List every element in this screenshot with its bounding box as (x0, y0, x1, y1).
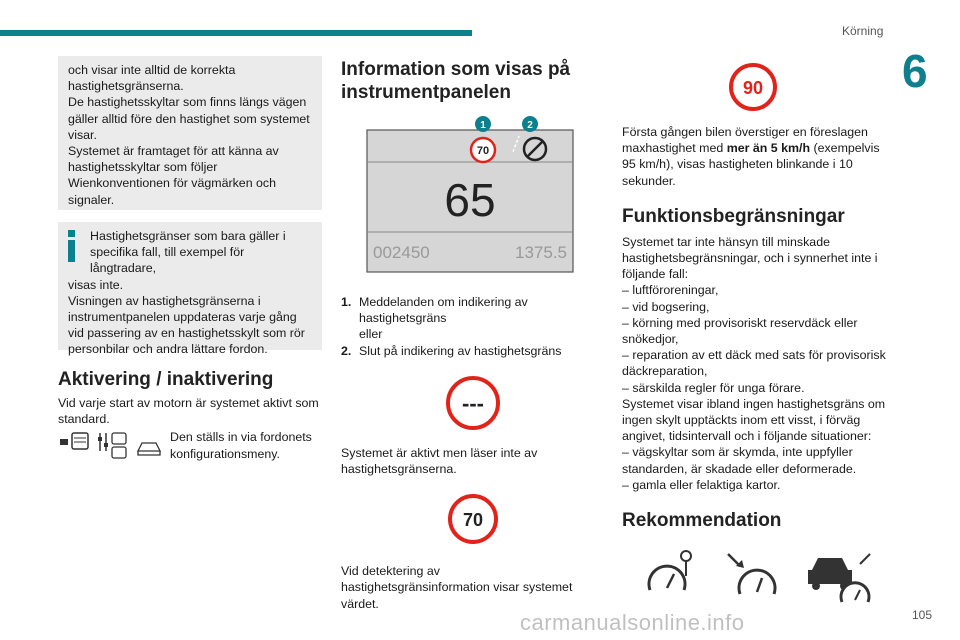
recommendation-icons (646, 550, 886, 606)
speedometer-arrow-icon (728, 554, 775, 594)
screen-icon (72, 433, 88, 449)
car-settings-icon (112, 433, 126, 444)
config-row (58, 429, 322, 469)
chapter-number: 6 (902, 45, 928, 97)
header-accent-bar (0, 30, 472, 36)
heading-limitations: Funktionsbegränsningar (622, 205, 845, 227)
callout-1-label: 1 (480, 120, 486, 131)
column-2 (341, 58, 591, 612)
info-box-continued: och visar inte alltid de korrekta hastighetsgränserna. De hastighetsskyltar som finns längs vägen gäller alltid före den hastighet som systemet visar. Systemet är framtaget för att känna av hastighetsskyltar som följer Wienkonventionen för vägmärken och signaler. (58, 56, 322, 210)
info-note-first: Hastighetsgränser som bara gäller i specifika fall, till exempel för långtradare, (90, 229, 286, 276)
config-menu-text: Den ställs in via fordonets konfigurationsmeny. (170, 430, 312, 461)
trip-meter: 1375.5 (515, 243, 567, 262)
instrument-panel-illustration (365, 116, 575, 276)
column-1 (58, 56, 322, 469)
current-speed: 65 (444, 174, 496, 226)
svg-text:90: 90 (742, 78, 764, 98)
speedometer-pin-icon (649, 551, 691, 590)
list-text: Slut på indikering av hastighetsgräns (359, 343, 562, 358)
car-icon (138, 443, 160, 455)
svg-text:70: 70 (462, 510, 484, 531)
text-exceed (622, 124, 886, 189)
heading-recommendation: Rekommendation (622, 510, 782, 532)
sign-no-reading-icon (443, 373, 503, 433)
text-active-not-reading: Systemet är aktivt men läser inte av hastighetsgränserna. (341, 445, 538, 477)
list-item (341, 343, 591, 359)
touch-icon (60, 439, 68, 445)
odometer: 002450 (373, 243, 430, 262)
info-box-note (58, 222, 322, 357)
info-note-rest: visas inte. Visningen av hastighetsgränserna i instrumentpanelen uppdateras varje gång vid passering av en hastighetsskylt som rör personbilar och andra lättare fordon. (68, 277, 305, 357)
svg-text:---: --- (462, 390, 484, 416)
limitations-text: Systemet tar inte hänsyn till minskade hastighetsbegränsningar, och i synnerhet inte i följande fall: – luftföroreningar, – vid bogsering, – körning med provisoriskt reservdäck eller snökedjor, – reparation av ett däck med sats för provisorisk däckreparation, – särskilda regler för unga förare. Systemet visar ibland ingen hastighetsgräns om ingen skylt upptäckts inom ett visst, i förväg angivet, tidsintervall och i följande situationer: – vägskyltar som är skymda, inte uppfyller standarden, är skadade eller deformerade. – gamla eller felaktiga kartor. (622, 234, 886, 492)
sign-70-icon (445, 491, 501, 547)
text-exceed-b: (exempelvis 95 km/h), visas hastigheten blinkande i 10 sekunder. (622, 141, 880, 188)
text-exceed-bold: mer än 5 km/h (726, 141, 811, 156)
sign-90-icon (726, 60, 780, 114)
legend-list (341, 294, 591, 359)
car-speedometer-icon (808, 554, 870, 602)
info-button-icon (112, 447, 126, 458)
list-item (341, 294, 591, 343)
info-icon (68, 230, 75, 262)
list-number: 1. (341, 295, 352, 309)
activation-intro: Vid varje start av motorn är systemet aktivt som standard. (58, 396, 319, 427)
text-detected: Vid detektering av hastighetsgränsinformation visar systemet värdet. (341, 564, 573, 611)
list-text: Meddelanden om indikering av hastighetsgräns eller (359, 295, 528, 342)
watermark: carmanualsonline.info (520, 610, 745, 635)
heading-activation: Aktivering / inaktivering (58, 369, 274, 390)
speed-limit-value: 70 (476, 145, 490, 157)
callout-2-label: 2 (527, 120, 533, 131)
column-3 (622, 58, 886, 606)
settings-icon (98, 433, 108, 451)
heading-instrument-info: Information som visas på instrumentpanelen (341, 59, 571, 103)
section-title: Körning (842, 24, 884, 38)
text-exceed-a: Första gången bilen överstiger en föreslagen maxhastighet med (622, 125, 868, 156)
list-number: 2. (341, 343, 352, 358)
page-number: 105 (912, 608, 933, 622)
config-menu-icons (58, 431, 168, 463)
